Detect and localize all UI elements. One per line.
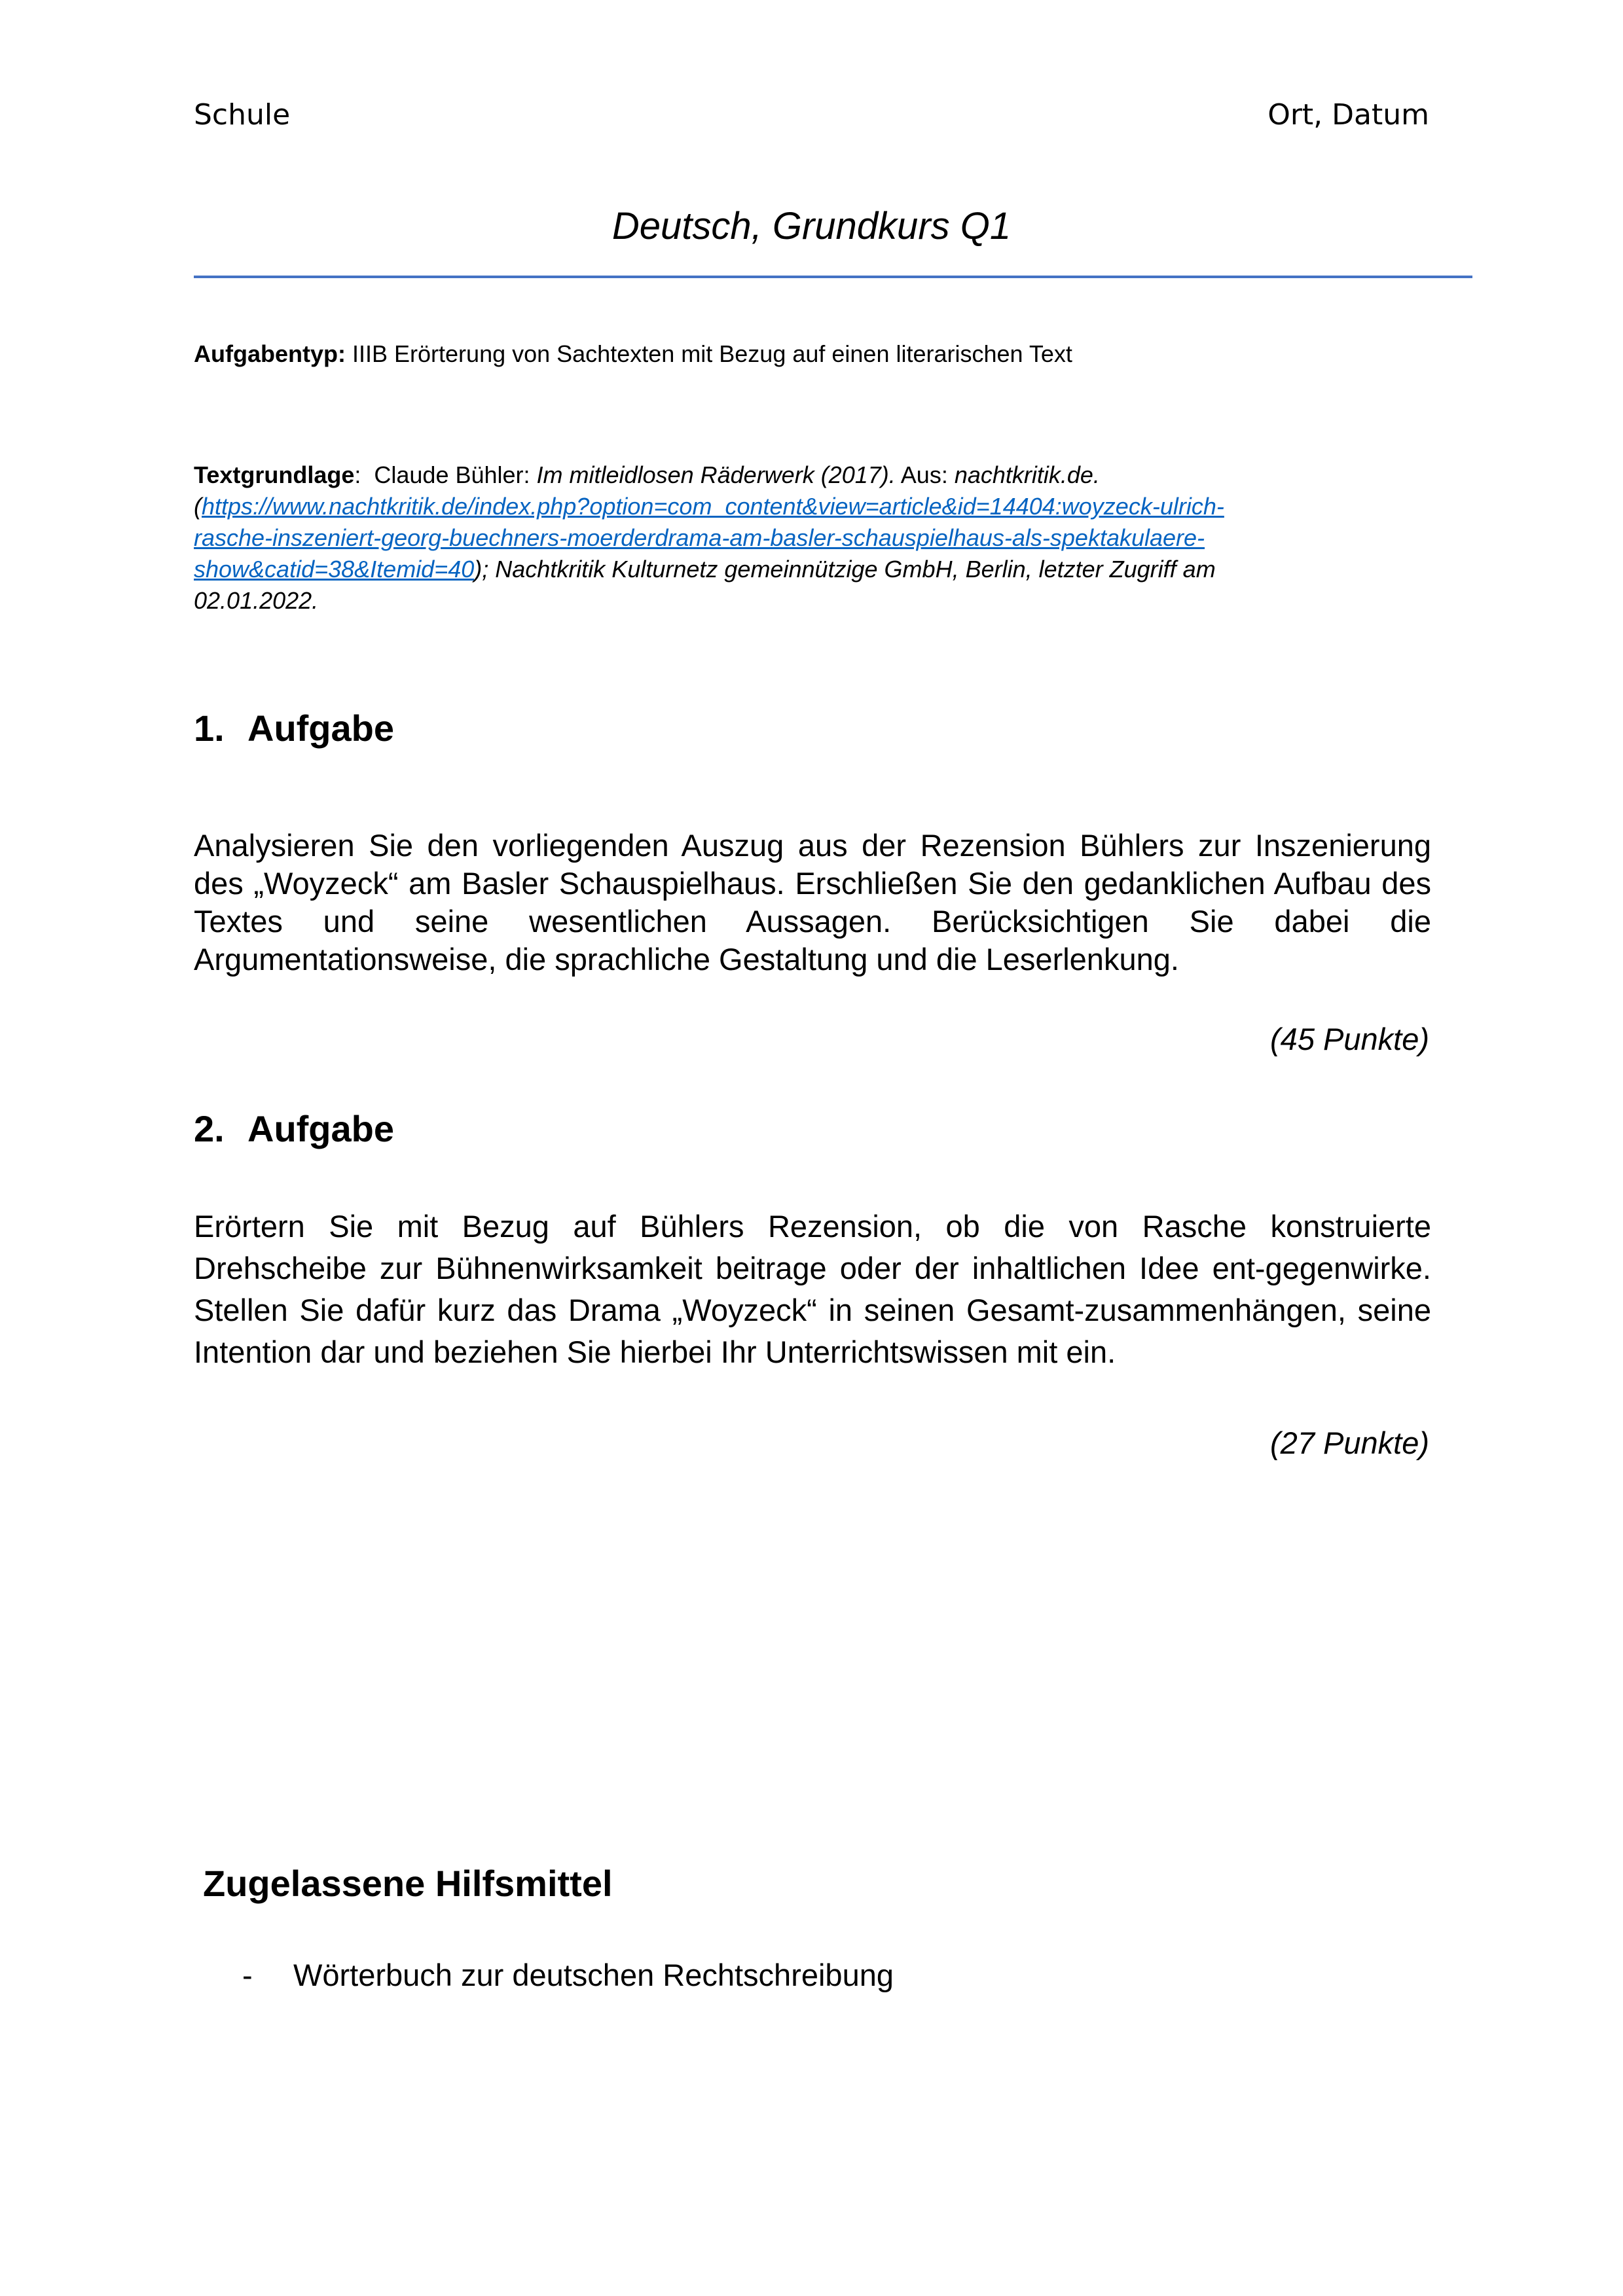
title-rule bbox=[194, 276, 1472, 278]
task1-points: (45 Punkte) bbox=[1270, 1022, 1429, 1056]
source-label: Textgrundlage bbox=[194, 461, 355, 488]
source-work: Im mitleidlosen Räderwerk (2017). bbox=[536, 461, 896, 488]
source-date: 02.01.2022. bbox=[194, 587, 319, 614]
task2-text: Erörtern Sie mit Bezug auf Bühlers Rezension, ob die von Rasche konstruierte Drehscheibe zur Bühnenwirksamkeit beitrage oder der inhaltlichen Idee ent-gegenwirke. Stellen Sie dafür kurz das Drama „Woyzeck“ in seinen Gesamt-zusammenhängen, seine Intention dar und beziehen Sie hierbei Ihr Unterrichtswissen mit ein. bbox=[194, 1209, 1431, 1369]
header-place-date: Ort, Datum bbox=[1267, 98, 1429, 132]
task1-text: Analysieren Sie den vorliegenden Auszug aus der Rezension Bühlers zur Inszenierung des „Woyzeck“ am Basler Schauspielhaus. Erschließen Sie den gedanklichen Aufbau des Textes und seine wesentlichen Aussagen. Berücksichtigen Sie dabei die Argumentationsweise, die sprachliche Gestaltung und die Leserlenkung. bbox=[194, 828, 1431, 977]
source-url-link[interactable]: https://www.nachtkritik.de/index.php?option=com_content&view=article&id=14404:woyzeck-ulrich- rasche-inszeniert-georg-buechners-moerderdrama-am-basler-schauspielhaus-als-spektakulaere- show&catid=38&Itemid=40 bbox=[194, 493, 1224, 583]
task2-points: (27 Punkte) bbox=[1270, 1426, 1429, 1460]
source-publisher: ); Nachtkritik Kulturnetz gemeinnützige GmbH, Berlin, letzter Zugriff am bbox=[474, 556, 1216, 583]
header-school: Schule bbox=[194, 98, 291, 132]
task-type bbox=[194, 340, 1072, 368]
aids-list-item: - Wörterbuch zur deutschen Rechtschreibung bbox=[242, 1958, 894, 1992]
task2-heading: 2. Aufgabe bbox=[194, 1108, 394, 1149]
page-title: Deutsch, Grundkurs Q1 bbox=[611, 205, 1012, 247]
source-author: Claude Bühler: bbox=[374, 461, 537, 488]
task-type-value: IIIB Erörterung von Sachtexten mit Bezug auf einen literarischen Text bbox=[352, 340, 1072, 367]
task1-heading: 1. Aufgabe bbox=[194, 708, 394, 749]
source-site: nachtkritik.de. bbox=[954, 461, 1100, 488]
task-type-label: Aufgabentyp: bbox=[194, 340, 346, 367]
source-reference: Textgrundlage: Claude Bühler: Im mitleidlosen Räderwerk (2017). Aus: nachtkritik.de. (https://www.nachtkritik.de/index.php?option=com_content&view=article&id=14404:woyzeck-ulrich- rasche-inszeniert-georg-buechners-moerderdrama-am-basler-schauspielhaus-als-spektakulaere- show&catid=38&Itemid=40); Nachtkritik Kulturnetz gemeinnützige GmbH, Berlin, letzter Zugriff am 02.01.2022. bbox=[194, 461, 1224, 614]
aids-heading: Zugelassene Hilfsmittel bbox=[203, 1863, 613, 1904]
